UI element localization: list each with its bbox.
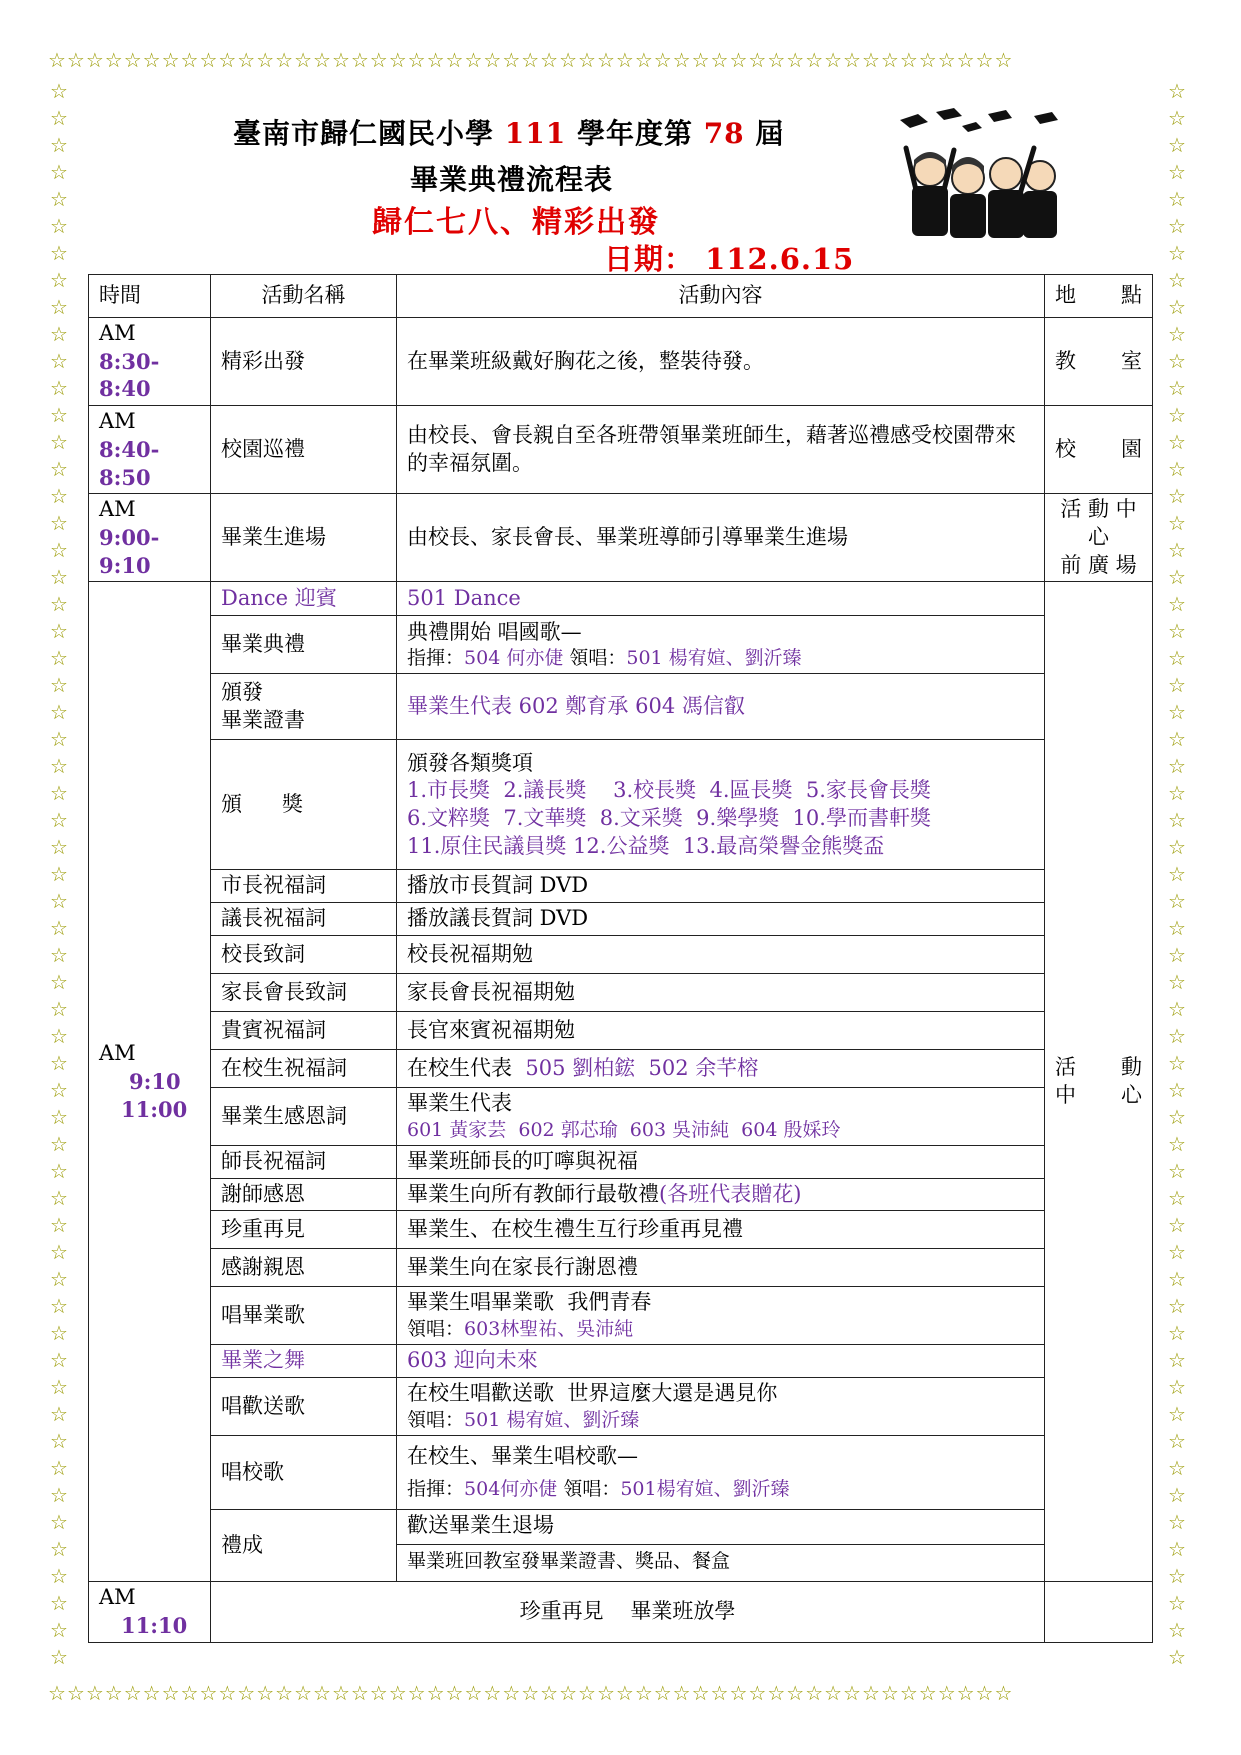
place-cell bbox=[1045, 1582, 1153, 1642]
header-content: 活動內容 bbox=[397, 275, 1045, 318]
table-row bbox=[89, 674, 1153, 740]
graduates-illustration bbox=[888, 108, 1068, 240]
content-cell: 由校長、家長會長、畢業班導師引導畢業生進場 bbox=[397, 494, 1045, 582]
header-time: 時間 bbox=[89, 275, 211, 318]
content-cell: 長官來賓祝福期勉 bbox=[397, 1011, 1045, 1049]
table-row bbox=[89, 935, 1153, 973]
table-row bbox=[89, 406, 1153, 494]
place-cell: 活 動 中 心 前 廣 場 bbox=[1045, 494, 1153, 582]
activity-cell: 精彩出發 bbox=[211, 318, 397, 406]
table-row bbox=[89, 1378, 1153, 1436]
table-row bbox=[89, 318, 1153, 406]
table-row bbox=[89, 1087, 1153, 1145]
content-cell: 歡送畢業生退場 畢業班回教室發畢業證書、獎品、餐盒 bbox=[397, 1510, 1045, 1582]
table-row bbox=[89, 582, 1153, 616]
activity-cell: 感謝親恩 bbox=[211, 1249, 397, 1287]
activity-cell: 議長祝福詞 bbox=[211, 903, 397, 936]
table-row bbox=[89, 1345, 1153, 1378]
content-cell: 家長會長祝福期勉 bbox=[397, 973, 1045, 1011]
content-cell: 頒發各類獎項 1.市長獎 2.議長獎 3.校長獎 4.區長獎 5.家長會長獎 6.文粹獎 7.文華獎 8.文采獎 9.樂學獎 10.學而書軒獎 11.原住民議員獎 12.公益獎 13.最高榮譽金熊獎盃 bbox=[397, 740, 1045, 870]
table-row bbox=[89, 1178, 1153, 1211]
time-cell: AM 11:10 bbox=[89, 1582, 211, 1642]
content-cell: 畢業生唱畢業歌 我們青春 領唱：603林聖祐、吳沛純 bbox=[397, 1287, 1045, 1345]
activity-cell: 頒 獎 bbox=[211, 740, 397, 870]
header-place: 地 點 bbox=[1045, 275, 1153, 318]
content-cell: 畢業生、在校生禮生互行珍重再見禮 bbox=[397, 1211, 1045, 1249]
activity-cell: 師長祝福詞 bbox=[211, 1145, 397, 1178]
place-cell: 校 園 bbox=[1045, 406, 1153, 494]
place-cell: 教 室 bbox=[1045, 318, 1153, 406]
time-cell: AM 8:30-8:40 bbox=[89, 318, 211, 406]
table-row bbox=[89, 740, 1153, 870]
star-border-left: ☆☆☆☆☆☆☆☆☆☆☆☆☆☆☆☆☆☆☆☆☆☆☆☆☆☆☆☆☆☆☆☆☆☆☆☆☆☆☆☆☆☆☆☆☆☆☆☆☆☆☆☆☆☆☆☆☆☆☆ bbox=[50, 79, 69, 1669]
content-cell: 在畢業班級戴好胸花之後，整裝待發。 bbox=[397, 318, 1045, 406]
activity-cell: 家長會長致詞 bbox=[211, 973, 397, 1011]
activity-cell: 校長致詞 bbox=[211, 935, 397, 973]
content-cell: 在校生代表 505 劉柏鋐 502 余芊榕 bbox=[397, 1049, 1045, 1087]
content-cell: 播放市長賀詞 DVD bbox=[397, 870, 1045, 903]
activity-cell: Dance 迎賓 bbox=[211, 582, 397, 616]
table-row bbox=[89, 616, 1153, 674]
content-cell: 由校長、會長親自至各班帶領畢業班師生，藉著巡禮感受校園帶來的幸福氛圍。 bbox=[397, 406, 1045, 494]
table-row bbox=[89, 1510, 1153, 1582]
table-row bbox=[89, 1436, 1153, 1510]
star-border-bottom: ☆☆☆☆☆☆☆☆☆☆☆☆☆☆☆☆☆☆☆☆☆☆☆☆☆☆☆☆☆☆☆☆☆☆☆☆☆☆☆☆☆☆☆☆☆☆☆☆☆☆☆ bbox=[48, 1683, 1014, 1703]
activity-cell: 貴賓祝福詞 bbox=[211, 1011, 397, 1049]
content-cell: 在校生唱歡送歌 世界這麼大還是遇見你 領唱：501 楊宥媗、劉沂臻 bbox=[397, 1378, 1045, 1436]
content-cell: 畢業生向在家長行謝恩禮 bbox=[397, 1249, 1045, 1287]
content-cell: 校長祝福期勉 bbox=[397, 935, 1045, 973]
table-row bbox=[89, 1011, 1153, 1049]
activity-cell: 唱畢業歌 bbox=[211, 1287, 397, 1345]
table-row bbox=[89, 1582, 1153, 1642]
slogan: 歸仁七八、精彩出發 bbox=[372, 205, 660, 240]
activity-cell: 畢業生感恩詞 bbox=[211, 1087, 397, 1145]
table-row bbox=[89, 973, 1153, 1011]
content-cell: 畢業生向所有教師行最敬禮(各班代表贈花) bbox=[397, 1178, 1045, 1211]
activity-cell: 唱歡送歌 bbox=[211, 1378, 397, 1436]
table-row bbox=[89, 494, 1153, 582]
activity-cell: 謝師感恩 bbox=[211, 1178, 397, 1211]
time-cell-main: AM 9:10 11:00 bbox=[89, 582, 211, 1582]
page-subtitle: 畢業典禮流程表 bbox=[410, 163, 614, 196]
place-cell-main: 活 動 中 心 bbox=[1045, 582, 1153, 1582]
content-cell: 畢業生代表 601 黃家芸 602 郭芯瑜 603 吳沛純 604 殷婇玲 bbox=[397, 1087, 1045, 1145]
activity-cell: 畢業之舞 bbox=[211, 1345, 397, 1378]
activity-cell: 市長祝福詞 bbox=[211, 870, 397, 903]
table-row bbox=[89, 1049, 1153, 1087]
star-border-top: ☆☆☆☆☆☆☆☆☆☆☆☆☆☆☆☆☆☆☆☆☆☆☆☆☆☆☆☆☆☆☆☆☆☆☆☆☆☆☆☆☆☆☆☆☆☆☆☆☆☆☆ bbox=[48, 50, 1014, 70]
activity-cell: 校園巡禮 bbox=[211, 406, 397, 494]
table-row bbox=[89, 1249, 1153, 1287]
table-row bbox=[89, 1287, 1153, 1345]
content-cell: 603 迎向未來 bbox=[397, 1345, 1045, 1378]
header-activity: 活動名稱 bbox=[211, 275, 397, 318]
content-cell: 畢業生代表 602 鄭育承 604 馮信叡 bbox=[397, 674, 1045, 740]
content-cell: 畢業班師長的叮嚀與祝福 bbox=[397, 1145, 1045, 1178]
activity-cell: 畢業生進場 bbox=[211, 494, 397, 582]
content-cell: 在校生、畢業生唱校歌— 指揮：504何亦倢 領唱：501楊宥媗、劉沂臻 bbox=[397, 1436, 1045, 1510]
activity-cell: 唱校歌 bbox=[211, 1436, 397, 1510]
table-header-row bbox=[89, 275, 1153, 318]
content-cell: 典禮開始 唱國歌— 指揮：504 何亦倢 領唱：501 楊宥媗、劉沂臻 bbox=[397, 616, 1045, 674]
activity-cell: 禮成 bbox=[211, 1510, 397, 1582]
time-cell: AM 9:00-9:10 bbox=[89, 494, 211, 582]
table-row bbox=[89, 870, 1153, 903]
content-cell: 501 Dance bbox=[397, 582, 1045, 616]
table-row bbox=[89, 1211, 1153, 1249]
page-title: 臺南市歸仁國民小學 111 學年度第 78 屆 bbox=[233, 117, 785, 150]
ceremony-schedule-table bbox=[88, 274, 1153, 1643]
activity-cell: 畢業典禮 bbox=[211, 616, 397, 674]
content-cell: 播放議長賀詞 DVD bbox=[397, 903, 1045, 936]
content-cell: 珍重再見 畢業班放學 bbox=[211, 1582, 1045, 1642]
activity-cell: 頒發 畢業證書 bbox=[211, 674, 397, 740]
time-cell: AM 8:40-8:50 bbox=[89, 406, 211, 494]
table-row bbox=[89, 903, 1153, 936]
activity-cell: 在校生祝福詞 bbox=[211, 1049, 397, 1087]
star-border-right: ☆☆☆☆☆☆☆☆☆☆☆☆☆☆☆☆☆☆☆☆☆☆☆☆☆☆☆☆☆☆☆☆☆☆☆☆☆☆☆☆☆☆☆☆☆☆☆☆☆☆☆☆☆☆☆☆☆☆☆ bbox=[1168, 79, 1187, 1669]
table-row bbox=[89, 1145, 1153, 1178]
activity-cell: 珍重再見 bbox=[211, 1211, 397, 1249]
event-date: 日期： 112.6.15 bbox=[604, 242, 855, 276]
